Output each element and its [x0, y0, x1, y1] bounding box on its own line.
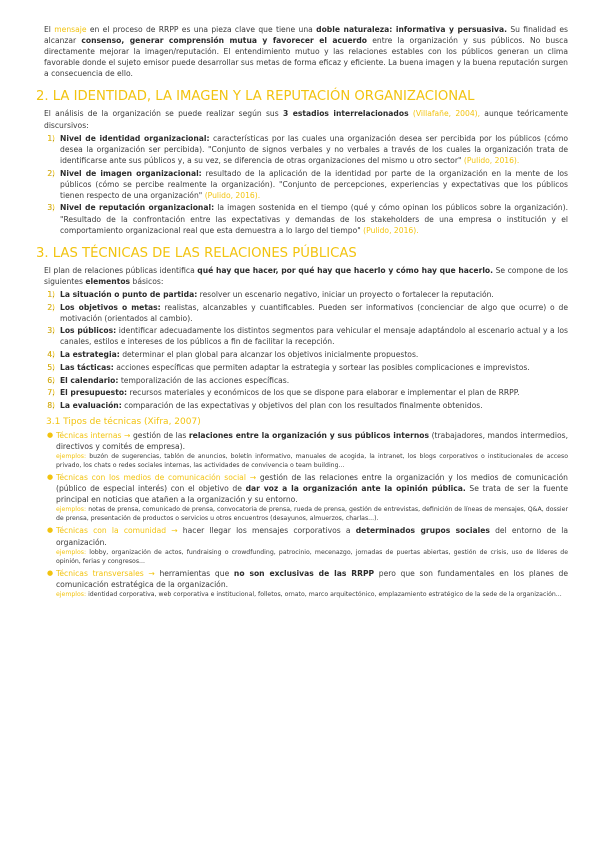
item-text: realistas, alcanzables y cuantificables. Pueden ser informativos (concienciar de algo que ocurre) o de motivación (orientados al cambio). [60, 302, 569, 323]
list-item [47, 568, 569, 599]
item-citation: (Pulido, 2016). [463, 155, 520, 165]
item-bold: Nivel de identidad organizacional: [60, 133, 210, 143]
item-text: características por las cuales una organización desea ser percibida por los públicos (cómo desea la organización ser percibida). "Conjunto de signos verbales y no verbales a través de los cuales la organización trata de identificarse ante sus públicos y, a su vez, se diferencia de otras organizaciones del mismo u otro sector" [60, 133, 568, 165]
item-number: 2. 2) [47, 302, 55, 312]
list-item [47, 400, 568, 411]
examples-text: notas de prensa, comunicado de prensa, convocatoria de prensa, rueda de prensa, gestión de entrevistas, definición de líneas de mensajes, Q&A, dossier de prensa, presentación de productos o servicios u otros encuentros (desayunos, almuerzos, charlas...). [56, 506, 568, 523]
examples-text: buzón de sugerencias, tablón de anuncios, boletín informativo, manuales de acogida, la intranet, los blogs corporativos o institucionales de acceso privado, los chats o redes sociales internas, las actividades de convivencia o team building... [56, 453, 569, 470]
item-number: 7. 7) [47, 388, 55, 398]
section-2-heading: 2. LA IDENTIDAD, LA IMAGEN Y LA REPUTACIÓN ORGANIZACIONAL [36, 89, 475, 105]
type-text: gestión de las relaciones entre la organización y los medios de comunicación (público de especial interés) con el objetivo de [56, 473, 568, 494]
bullet-icon: ● [47, 568, 54, 577]
list-item [47, 325, 568, 347]
lead-text-2: Se compone de los siguientes [44, 265, 569, 286]
item-text: resultado de la aplicación de la identidad por parte de la organización en la mente de los públicos (cómo se percibe realmente la organización). "Conjunto de percepciones, experiencias y expectativas que los públicos tienen respecto de una organización" [60, 168, 568, 200]
type-text: hacer llegar los mensajes corporativos a [182, 526, 351, 536]
item-bold: El calendario: [60, 375, 119, 385]
item-text: acciones específicas que permiten adaptar la estrategia y sortear las posibles complicaciones e imprevistos. [116, 362, 530, 372]
bullet-icon: ● [47, 430, 54, 439]
item-number: 4. 4) [47, 350, 55, 360]
list-item [47, 133, 568, 166]
item-bold: La evaluación: [60, 400, 122, 410]
examples [56, 452, 568, 470]
type-text-2: (trabajadores, mandos intermedios, directivos y comités de empresa). [56, 430, 568, 452]
lead-bold: 3 estadios interrelacionados [282, 109, 409, 119]
examples-label: ejemplos: [56, 506, 87, 514]
item-number: 8. 8) [47, 400, 55, 410]
document-page [36, 24, 569, 601]
list-item [47, 289, 568, 300]
item-number: 6. 6) [47, 375, 55, 385]
item-number: 2. 2) [47, 168, 55, 178]
item-bold: Los públicos: [60, 326, 117, 336]
examples [56, 590, 568, 599]
type-bold: no son exclusivas de las RRPP [233, 568, 375, 578]
item-bold: La situación o punto de partida: [60, 289, 198, 299]
type-text: gestión de las [132, 430, 187, 440]
item-text: recursos materiales y económicos de los que se dispone para elaborar e implementar el plan de RRPP. [129, 388, 520, 398]
item-bold: Nivel de reputación organizacional: [60, 203, 215, 213]
item-number: 3. 3) [47, 326, 55, 336]
section-2-lead [44, 108, 568, 130]
type-bold: dar voz a la organización ante la opinión pública. [245, 484, 466, 494]
intro-text-4: entre la organización y sus públicos. No busca directamente mejorar la imagen/reputación. El entendimiento mutuo y las relaciones estables con los públicos generan un clima favorable donde el sujeto emisor puede desarrollar sus metas de forma eficaz y eficiente. La buena imagen y la buena reputación surgen a consecuencia de ello. [44, 36, 568, 79]
type-bold: determinados grupos sociales [355, 526, 490, 536]
section-3-lead [44, 265, 568, 287]
item-bold: Las tácticas: [60, 362, 114, 372]
type-text: herramientas que [159, 568, 230, 578]
item-bold: La estrategia: [60, 350, 120, 360]
item-bold: El presupuesto: [60, 388, 128, 398]
lead-text-3: básicos: [132, 276, 164, 286]
lead-text: El plan de relaciones públicas identifica [44, 265, 195, 275]
examples-text: lobby, organización de actos, fundraising o crowdfunding, patrocinio, mecenazgo, jornadas de puertas abiertas, gestión de crisis, uso de líderes de opinión, ferias y congresos... [56, 548, 568, 565]
item-text: temporalización de las acciones específicas. [120, 375, 290, 385]
list-item [47, 302, 569, 324]
item-text: comparación de las expectativas y objetivos del plan con los resultados finalmente obtenidos. [124, 400, 483, 410]
item-number: 5. 5) [47, 362, 55, 372]
examples-label: ejemplos: [56, 590, 87, 598]
item-text: resolver un escenario negativo, iniciar un proyecto o fortalecer la reputación. [199, 289, 494, 299]
intro-keyword-mensaje: mensaje [54, 25, 87, 34]
section-3-heading: 3. LAS TÉCNICAS DE LAS RELACIONES PÚBLICAS [36, 245, 357, 261]
item-bold: Nivel de imagen organizacional: [60, 168, 202, 178]
intro-bold-2: consenso, generar comprensión mutua y favorecer el acuerdo [81, 36, 367, 46]
list-item [47, 202, 569, 235]
list-item [47, 472, 569, 523]
examples [56, 505, 568, 523]
intro-text-3: Su finalidad es alcanzar [44, 25, 568, 46]
list-item [47, 525, 569, 565]
item-text: la imagen sostenida en el tiempo (qué y cómo opinan los públicos sobre la organización). "Resultado de la confrontación entre las expectativas y demandas de los stakeholders de una empresa o institución y el comportamiento organizacional real que esta demuestra a lo largo del tiempo" [60, 203, 569, 235]
type-label: Técnicas transversales → [56, 568, 155, 578]
list-item [47, 168, 568, 201]
intro-text-2: en el proceso de RRPP es una pieza clave que tiene una [89, 25, 313, 34]
list-item [47, 375, 568, 386]
technique-types-list [44, 430, 568, 599]
item-number: 1. 1) [47, 289, 55, 299]
item-number: 3. 3) [47, 203, 55, 213]
plan-elements-list [44, 289, 568, 411]
identity-levels-list [44, 133, 568, 236]
item-text: determinar el plan global para alcanzar los objetivos inicialmente propuestos. [122, 350, 419, 360]
lead-bold: qué hay que hacer, por qué hay que hacerlo y cómo hay que hacerlo. [197, 265, 494, 275]
list-item [47, 349, 568, 360]
lead-citation: (Villafañe, 2004), [412, 109, 481, 119]
intro-text-1: El [44, 25, 51, 34]
item-citation: (Pulido, 2016). [363, 225, 419, 235]
item-text: identificar adecuadamente los distintos segmentos para vehicular el mensaje adaptándolo al escenario actual y a los canales, estilos e intereses de los públicos a fin de facilitar la recepción. [60, 326, 568, 347]
examples-text: identidad corporativa, web corporativa e institucional, folletos, ornato, marco arquitectónico, emplazamiento estratégico de la sede de la organización... [88, 590, 562, 598]
intro-bold-1: doble naturaleza: informativa y persuasiva. [316, 25, 507, 34]
type-text-2: pero que son fundamentales en los planes de comunicación estratégica de la organización. [56, 568, 569, 589]
subsection-3-1-heading: 3.1 Tipos de técnicas (Xifra, 2007) [46, 416, 201, 427]
bullet-icon: ● [47, 473, 54, 482]
item-bold: Los objetivos o metas: [60, 302, 161, 312]
type-label: Técnicas con la comunidad → [56, 526, 178, 536]
list-item [47, 430, 569, 470]
type-text-2: Se trata de ser la fuente principal en noticias que atañen a la organización y su entorno. [56, 484, 569, 505]
type-label: Técnicas internas → [56, 430, 131, 440]
lead-text-2: aunque teóricamente discursivos: [44, 109, 569, 130]
type-label: Técnicas con los medios de comunicación social → [56, 473, 257, 483]
lead-bold-2: elementos [85, 276, 131, 286]
list-item [47, 387, 568, 398]
item-citation: (Pulido, 2016). [204, 190, 261, 200]
intro-paragraph [44, 24, 568, 79]
bullet-icon: ● [47, 526, 54, 535]
item-number: 1. 1) [47, 133, 55, 143]
examples [56, 548, 568, 566]
lead-text: El análisis de la organización se puede realizar según sus [44, 109, 279, 119]
list-item [47, 362, 568, 373]
type-text-2: del entorno de la organización. [56, 526, 569, 547]
examples-label: ejemplos: [56, 548, 87, 556]
type-bold: relaciones entre la organización y sus públicos internos [188, 430, 429, 440]
examples-label: ejemplos: [56, 453, 87, 461]
